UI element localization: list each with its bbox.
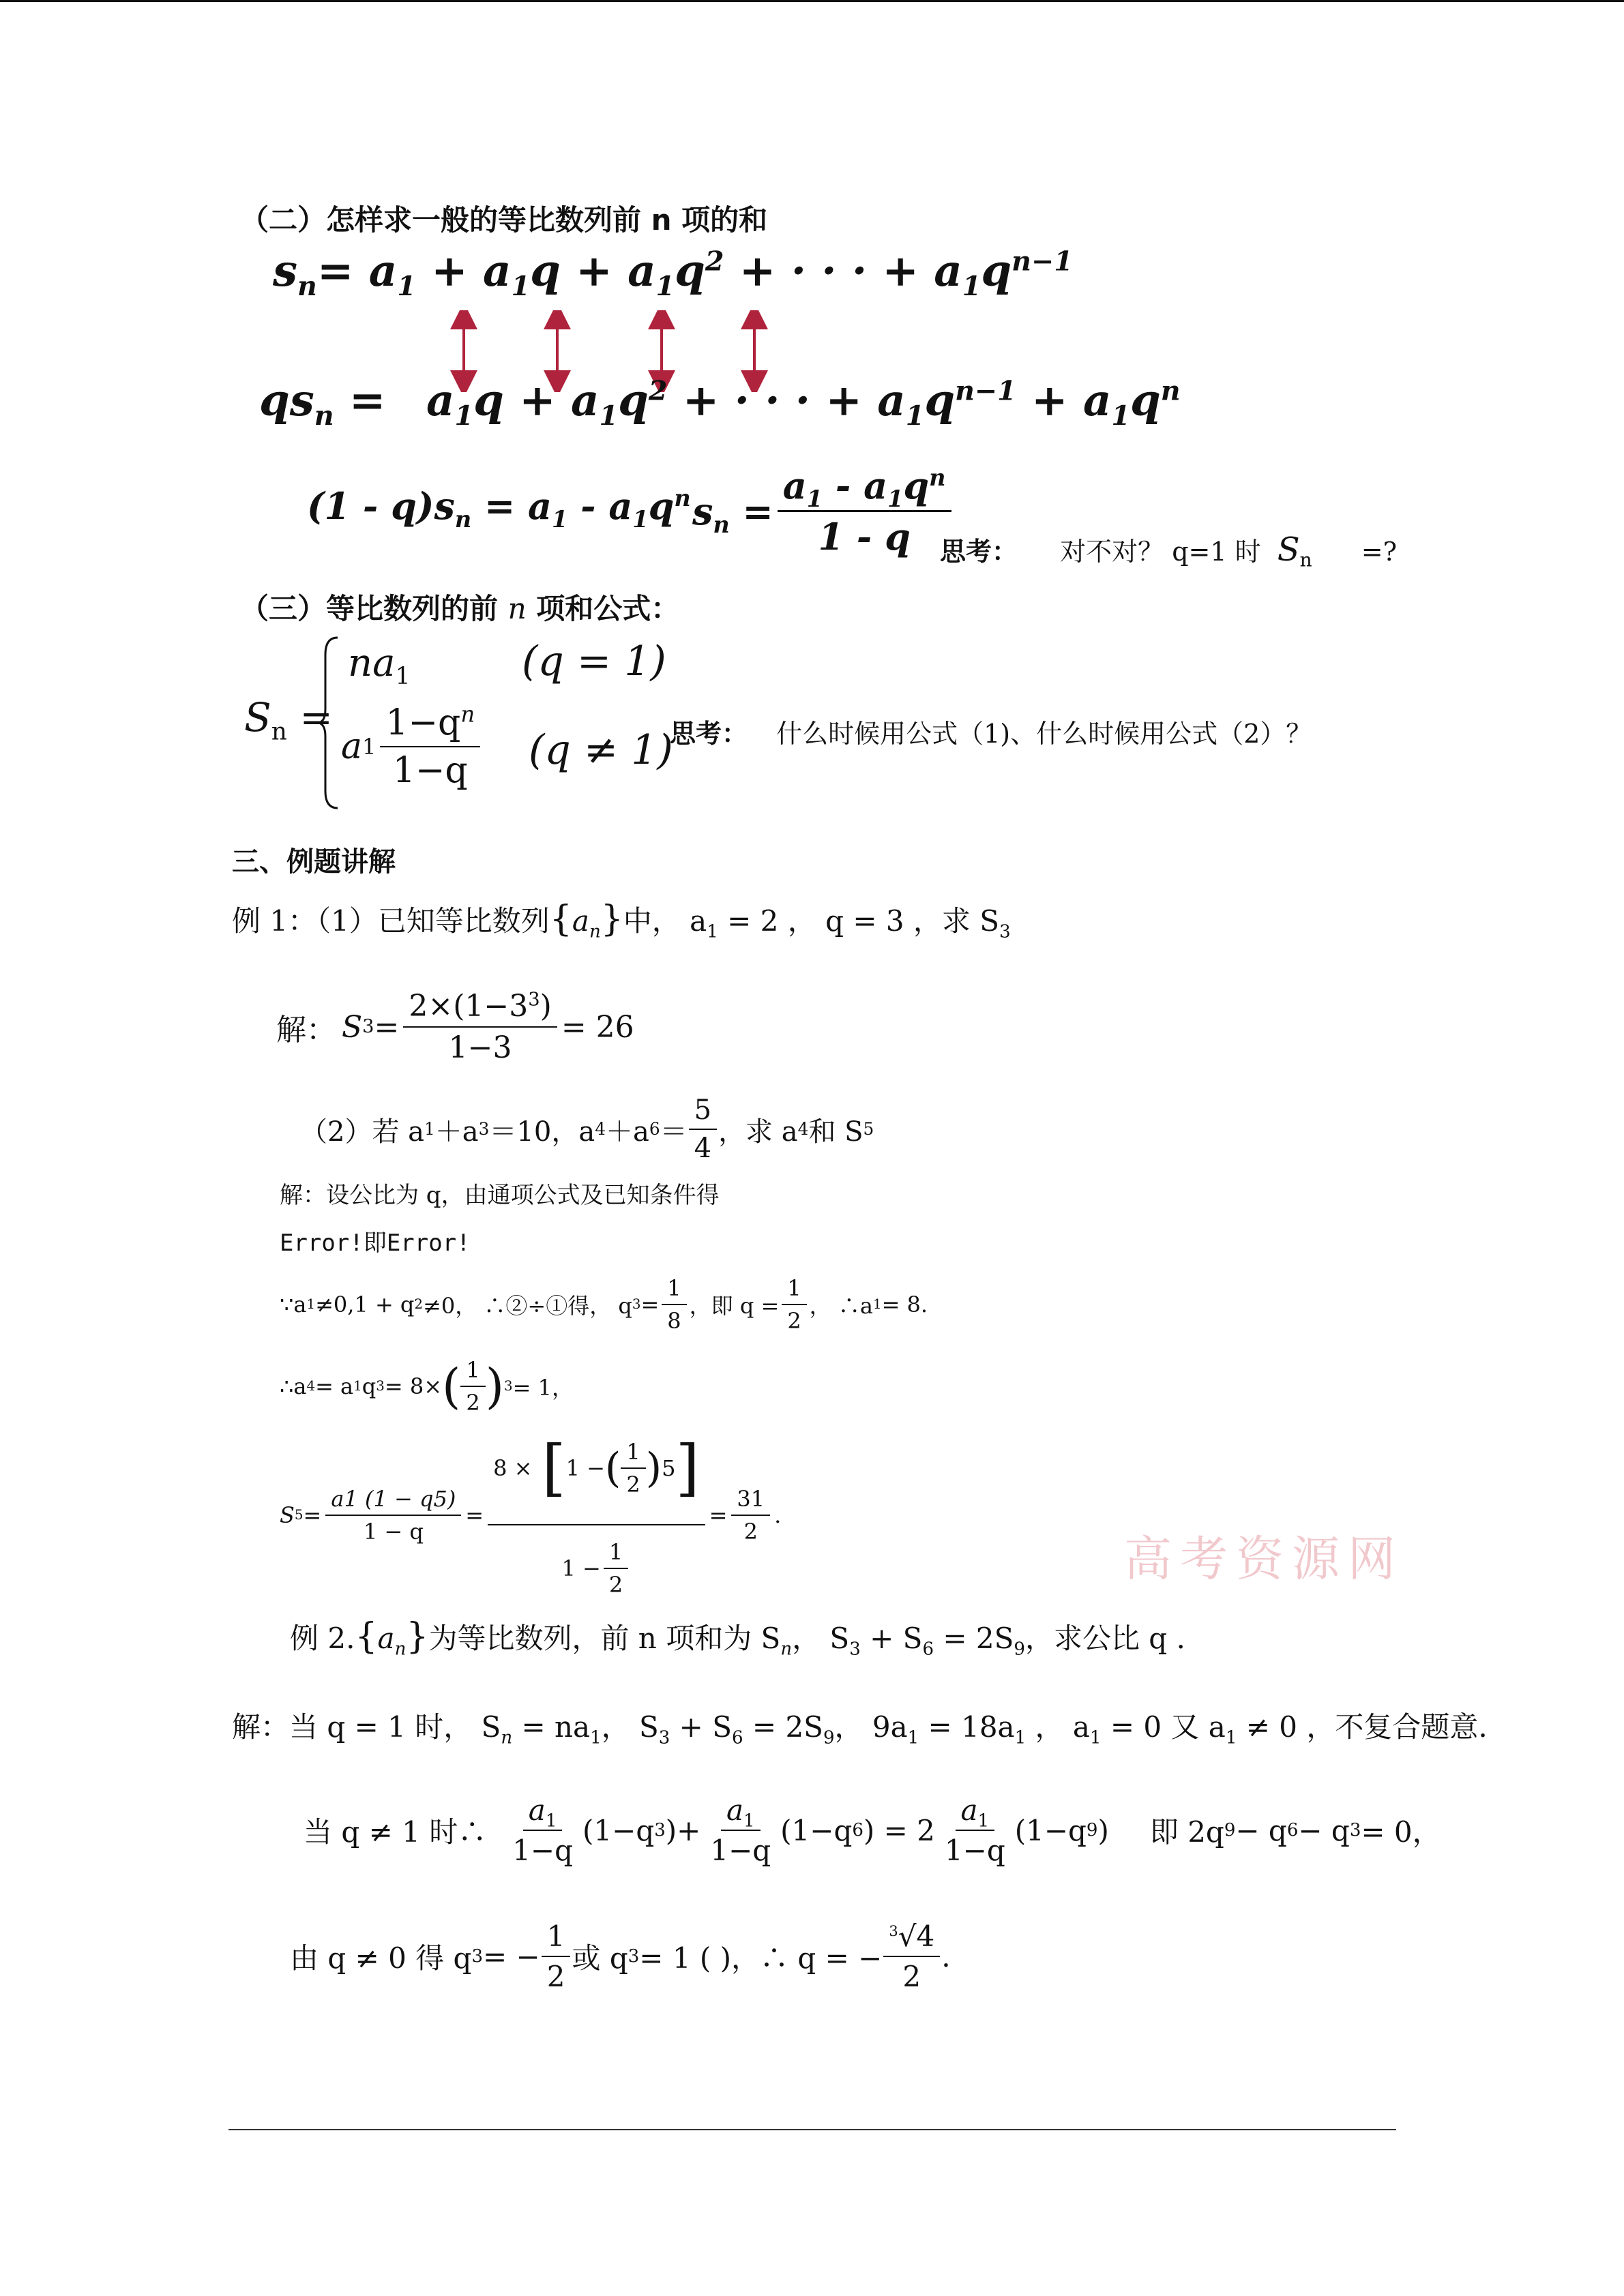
example-1-solution-1: 解： S 3 = $\frac{2\times(1-3^3)}{1-3}$ = 26	[276, 989, 634, 1065]
piecewise-lhs: $S_n$ =	[244, 694, 333, 746]
solution-2-intro: 解：设公比为 q，由通项公式及已知条件得	[280, 1182, 720, 1209]
case-2-condition: (q ≠ 1)	[529, 726, 673, 774]
example-2-conclusion: 由 q ≠ 0 得 q 3 = − $\frac{1}{2}$ 或 q 3 = 1 ( )，∴ q = − $\frac{^3√4}{2}$ .	[290, 1920, 951, 1993]
s5-line: S 5 = $\frac{a1 (1 - q5)}{1 - q}$ = 8 × [ 1 − ( $\frac{1}{2}$ ) 5 ] 1 − $\frac{1}{2}$ = $\frac{31}{2}$ .	[280, 1432, 782, 1598]
top-border	[0, 0, 1624, 2]
q-sum-equation-line: $qs_n$ =	[259, 375, 386, 432]
examples-heading: 三、例题讲解	[232, 846, 396, 878]
because-line: ∵a 1 ≠0,1 + q 2 ≠0， ∴②÷①得， q 3 = $\frac{1}{8}$ ，即 q = $\frac{1}{2}$ ， ∴a 1 = 8.	[280, 1275, 928, 1334]
sum-equation-line: $s_n= a_1 + a_1q + a_1q^2$ + · · · + $a_1q^{n-1}$	[273, 245, 1073, 302]
section3-heading: （三）等比数列的前 n 项和公式：	[240, 592, 680, 625]
a4-line: ∴a 4 = a 1 q 3 = 8× ( $\frac{1}{2}$ ) 3 = 1，	[280, 1357, 574, 1416]
difference-equation: $(1 - q)s_n = a_1 - a_1q^n$	[307, 484, 691, 533]
think-question-2: 思考： 什么时候用公式（1)、什么时候用公式（2）？	[670, 719, 1312, 749]
example-2-question: 例 $2.\{a_n\}$为等比数列，前 n 项和为 $S_n$， $S_3 + S_6 = 2S_9$，求公比 q .	[290, 1616, 1185, 1660]
example-2-solution-case-2: 当 q ≠ 1 时∴ $\frac{a_1}{1-q}$ (1−q 3 )+ $\frac{a_1}{1-q}$ (1−q 6 ) = 2 $\frac{a_1}{1-q}$ (1−q 9 ) 即 2q 9 − q 6 − q 3 = 0，	[304, 1793, 1441, 1867]
error-line: Error!即Error!	[280, 1229, 471, 1257]
case-1-condition: (q = 1)	[522, 638, 666, 685]
think-question-1: 思考： 对不对？ q=1 时 $S_n$ =?	[940, 531, 1397, 571]
footer-rule	[228, 2129, 1396, 2130]
example-1-question: 例 1：（1）已知等比数列$\{a_n\}$中， $a_1 = 2$ ， q = 3 ，求 $S_3$	[232, 899, 1011, 942]
example-2-solution-case-1: 解：当 q = 1 时， $S_n = na_1$， $S_3 + S_6 = 2S_9$， $9a_1 = 18a_1$ ， $a_1 = 0$ 又 $a_1 \ne 0$ ，不复合题意.	[232, 1710, 1488, 1748]
example-1-question-2: （2）若 a 1 ＋a 3 ＝10，a 4 ＋a 6 ＝ $\frac{5}{4}$ ，求 a 4 和 S 5	[300, 1094, 874, 1164]
left-brace	[317, 634, 344, 811]
watermark: 高考资源网	[1124, 1531, 1404, 1587]
sum-formula-fraction: $s_n$ = $\frac{a_1 - a_1q^n}{1 - q}$	[692, 464, 956, 558]
case-1-expression: $na_1$	[348, 641, 411, 691]
q-sum-rhs: $a_1q + a_1q^2$ + · · · + $a_1q^{n-1} + a_1q^n$	[426, 375, 1181, 432]
section2-heading: （二）怎样求一般的等比数列前 n 项的和	[240, 203, 768, 237]
case-2-expression: a 1 $\frac{1-q^n}{1-q}$	[341, 702, 484, 791]
